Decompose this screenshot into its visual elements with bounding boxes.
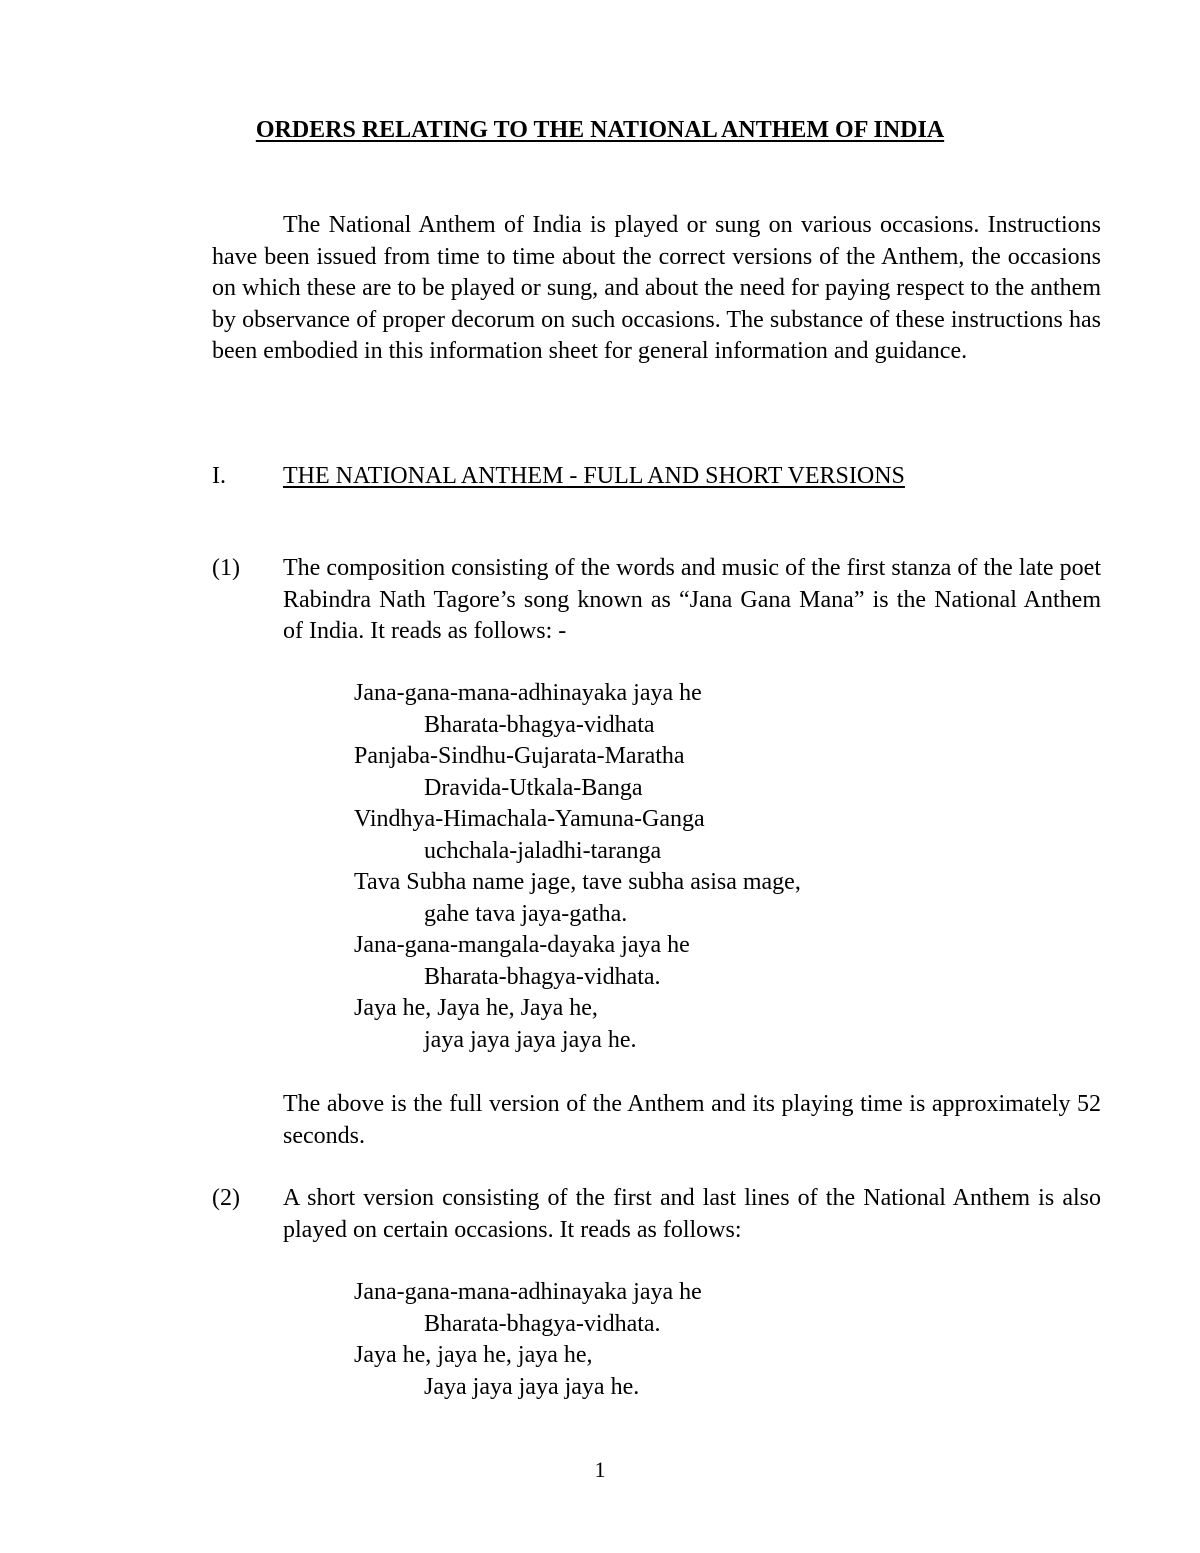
verse-line: Bharata-bhagya-vidhata. xyxy=(424,1310,661,1337)
verse-line: Bharata-bhagya-vidhata xyxy=(424,711,655,738)
section-number: I. xyxy=(212,463,226,489)
verse-line: jaya jaya jaya jaya he. xyxy=(424,1026,637,1053)
document-title xyxy=(0,113,1200,147)
item-paragraph: The composition consisting of the words and music of the first stanza of the late poet Rabindra Nath Tagore’s song known as “Jana Gana Mana” is the National Anthem of India. It reads as follows: - xyxy=(283,555,1101,644)
page-number: 1 xyxy=(594,1457,606,1482)
verse-line: Panjaba-Sindhu-Gujarata-Maratha xyxy=(354,743,685,769)
item-number: (2) xyxy=(212,1185,240,1211)
item-paragraph: A short version consisting of the first and last lines of the National Anthem is also played on certain occasions. It reads as follows: xyxy=(283,1185,1101,1243)
full-version-note: The above is the full version of the Anthem and its playing time is approximately 52 seconds. xyxy=(283,1091,1101,1149)
verse-line: Jana-gana-mana-adhinayaka jaya he xyxy=(354,1279,702,1305)
section-title: THE NATIONAL ANTHEM - FULL AND SHORT VERSIONS xyxy=(283,463,905,489)
item-number: (1) xyxy=(212,555,240,581)
document-title-text: ORDERS RELATING TO THE NATIONAL ANTHEM OF INDIA xyxy=(255,117,945,143)
verse-line: Bharata-bhagya-vidhata. xyxy=(424,963,661,990)
verse-line: Jana-gana-mangala-dayaka jaya he xyxy=(354,932,690,958)
verse-line: Jana-gana-mana-adhinayaka jaya he xyxy=(354,680,702,706)
verse-line: Dravida-Utkala-Banga xyxy=(424,774,643,801)
verse-line: Jaya he, jaya he, jaya he, xyxy=(354,1342,593,1368)
anthem-full-verse xyxy=(354,678,801,1056)
verse-line: Jaya jaya jaya jaya he. xyxy=(424,1373,640,1400)
anthem-short-verse xyxy=(354,1277,702,1403)
verse-line: uchchala-jaladhi-taranga xyxy=(424,837,662,864)
verse-line: gahe tava jaya-gatha. xyxy=(424,900,628,927)
verse-line: Tava Subha name jage, tave subha asisa mage, xyxy=(354,869,801,895)
intro-paragraph: The National Anthem of India is played or sung on various occasions. Instructions have been issued from time to time about the correct versions of the Anthem, the occasions on which these are to be played or sung, and about the need for paying respect to the anthem by observance of proper decorum on such occasions. The substance of these instructions has been embodied in this information sheet for general information and guidance. xyxy=(212,212,1101,364)
verse-line: Jaya he, Jaya he, Jaya he, xyxy=(354,995,598,1021)
verse-line: Vindhya-Himachala-Yamuna-Ganga xyxy=(354,806,705,832)
